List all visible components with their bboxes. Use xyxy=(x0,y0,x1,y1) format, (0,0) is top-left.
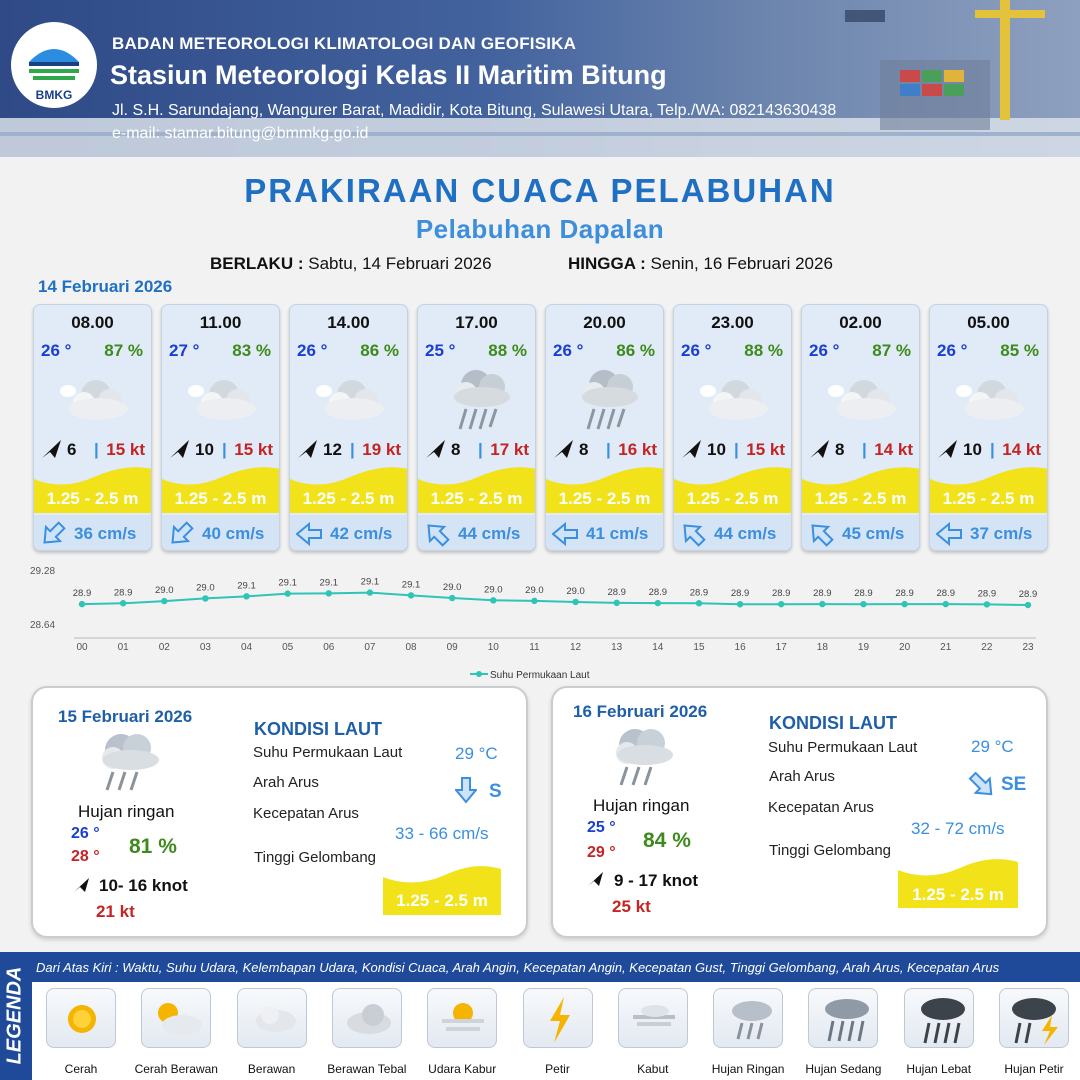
legend-side-label xyxy=(0,952,30,1080)
day3-wave-height: 1.25 - 2.5 m xyxy=(912,885,1004,904)
x-tick-label: 00 xyxy=(76,642,88,653)
wind-arrow-icon xyxy=(73,876,91,894)
hourly-card xyxy=(417,304,536,551)
berawan-tebal-icon xyxy=(822,365,902,435)
wind-arrow-icon xyxy=(169,438,191,460)
x-tick-label: 07 xyxy=(364,642,376,653)
sst-data-label: 28.9 xyxy=(730,588,750,600)
sst-series-line xyxy=(82,593,1028,605)
wind-arrow-icon xyxy=(297,438,319,460)
current-row xyxy=(674,515,792,551)
current-arrow-icon xyxy=(296,521,322,547)
x-tick-label: 22 xyxy=(981,642,993,653)
day2-gust: 21 kt xyxy=(96,902,135,921)
berawan-tebal-icon xyxy=(694,365,774,435)
hour-temperature: 26 ° xyxy=(553,341,584,360)
current-row xyxy=(34,515,152,551)
day3-temp-min: 25 ° xyxy=(587,819,616,836)
hour-current-speed: 37 cm/s xyxy=(970,524,1033,543)
day3-date: 16 Februari 2026 xyxy=(573,702,708,721)
day2-current-dir: S xyxy=(489,781,502,802)
hujan-sedang-icon xyxy=(809,989,879,1049)
valid-to-value: Senin, 16 Februari 2026 xyxy=(650,254,833,273)
hour-time: 05.00 xyxy=(967,313,1010,332)
hour-gust: 14 kt xyxy=(1002,440,1041,459)
hourly-card xyxy=(801,304,920,551)
berawan-tebal-icon xyxy=(182,365,262,435)
sst-data-point xyxy=(901,601,907,607)
legend-item-label: Hujan Petir xyxy=(1004,1062,1064,1076)
hour-time: 02.00 xyxy=(839,313,882,332)
hour-humidity: 87 % xyxy=(104,341,143,360)
current-row xyxy=(290,515,408,551)
day3-sst-label: Suhu Permukaan Laut xyxy=(768,739,918,756)
wind-arrow-icon xyxy=(587,870,605,888)
sst-data-label: 28.9 xyxy=(689,587,709,599)
current-arrow-south-icon xyxy=(455,776,477,804)
current-arrow-icon xyxy=(552,521,578,547)
day3-dir-label: Arah Arus xyxy=(769,768,835,785)
x-tick-label: 18 xyxy=(816,642,828,653)
sst-data-point xyxy=(326,590,332,596)
sst-data-point xyxy=(243,593,249,599)
current-arrow-icon xyxy=(936,521,962,547)
legend-item-label: Hujan Sedang xyxy=(805,1062,882,1076)
sst-data-label: 28.9 xyxy=(648,587,668,599)
hour-current-speed: 42 cm/s xyxy=(330,524,393,543)
berawan-icon xyxy=(238,989,308,1049)
current-row xyxy=(546,515,664,551)
separator: | xyxy=(734,440,739,459)
sst-data-label: 29.0 xyxy=(442,582,462,594)
hour-time: 14.00 xyxy=(327,313,370,332)
sst-data-point xyxy=(984,601,990,607)
hour-humidity: 88 % xyxy=(744,341,783,360)
hour-temperature: 26 ° xyxy=(809,341,840,360)
day3-wind: 9 - 17 knot xyxy=(614,871,699,890)
hourly-card xyxy=(33,304,152,551)
sst-data-label: 28.9 xyxy=(854,588,873,600)
hour-wave-height: 1.25 - 2.5 m xyxy=(686,489,779,508)
valid-to-label: HINGGA : xyxy=(568,254,646,273)
bmkg-logo xyxy=(11,22,97,108)
sst-data-label: 29.0 xyxy=(155,585,174,597)
sst-data-label: 29.1 xyxy=(360,576,380,588)
cerah-berawan-icon xyxy=(142,989,212,1049)
x-tick-label: 23 xyxy=(1022,642,1034,653)
hour-wave-height: 1.25 - 2.5 m xyxy=(302,489,395,508)
legend-item-kabut xyxy=(618,988,688,1048)
hourly-card xyxy=(673,304,792,551)
day2-humidity: 81 % xyxy=(129,835,177,858)
x-tick-label: 17 xyxy=(775,642,787,653)
legend-item-hujan-sedang xyxy=(808,988,878,1048)
port-name: Pelabuhan Dapalan xyxy=(415,214,665,244)
sst-data-point xyxy=(819,601,825,607)
legend-item-hujan-lebat xyxy=(904,988,974,1048)
hour-current-speed: 44 cm/s xyxy=(458,524,521,543)
hour-gust: 15 kt xyxy=(234,440,273,459)
sst-data-label: 28.9 xyxy=(813,588,832,600)
hujan-ringan-icon xyxy=(714,989,784,1049)
legend-item-label: Petir xyxy=(545,1062,570,1076)
legend-item-label: Hujan Lebat xyxy=(906,1062,972,1076)
x-tick-label: 06 xyxy=(323,642,335,653)
hujan-petir-icon xyxy=(1000,989,1070,1049)
sst-data-label: 29.0 xyxy=(196,582,215,594)
day3-wave-label: Tinggi Gelombang xyxy=(769,842,892,859)
hour-time: 08.00 xyxy=(71,313,114,332)
day3-humidity: 84 % xyxy=(643,829,691,852)
hour-gust: 15 kt xyxy=(746,440,785,459)
legend-item-label: Berawan Tebal xyxy=(327,1062,407,1076)
valid-from-value: Sabtu, 14 Februari 2026 xyxy=(308,254,492,273)
station-name: Stasiun Meteorologi Kelas II Maritim Bitung xyxy=(110,60,667,90)
hour-wave-height: 1.25 - 2.5 m xyxy=(942,489,1035,508)
sst-data-point xyxy=(778,601,784,607)
hour-time: 17.00 xyxy=(455,313,498,332)
x-tick-label: 08 xyxy=(405,642,417,653)
wind-arrow-icon xyxy=(553,438,575,460)
legend-label: Suhu Permukaan Laut xyxy=(490,670,590,681)
hour-wind-speed: 10 xyxy=(963,440,982,459)
legend-description: Dari Atas Kiri : Waktu, Suhu Udara, Kelembapan Udara, Kondisi Cuaca, Arah Angin, Kecepatan Angin, Kecepatan Gust, Tinggi Gelombang, Arah Arus, Kecepatan Arus xyxy=(36,960,1000,975)
hour-current-speed: 40 cm/s xyxy=(202,524,265,543)
logo-text: BMKG xyxy=(35,88,73,102)
hour-humidity: 86 % xyxy=(360,341,399,360)
sst-data-point xyxy=(120,600,126,606)
hour-wind-speed: 10 xyxy=(195,440,214,459)
hour-gust: 19 kt xyxy=(362,440,401,459)
berawan-tebal-icon xyxy=(950,365,1030,435)
separator: | xyxy=(350,440,355,459)
hour-temperature: 27 ° xyxy=(169,341,200,360)
day2-kondisi-title: KONDISI LAUT xyxy=(254,719,382,739)
sst-data-label: 29.1 xyxy=(401,579,421,591)
hujan-ringan-icon xyxy=(438,365,518,435)
current-row xyxy=(418,515,536,551)
x-tick-label: 15 xyxy=(693,642,705,653)
separator: | xyxy=(606,440,611,459)
hourly-card xyxy=(289,304,408,551)
legend-item-label: Cerah Berawan xyxy=(134,1062,218,1076)
x-tick-label: 16 xyxy=(734,642,746,653)
legend-item-petir xyxy=(523,988,593,1048)
hour-temperature: 26 ° xyxy=(41,341,72,360)
hour-current-speed: 44 cm/s xyxy=(714,524,777,543)
hour-current-speed: 36 cm/s xyxy=(74,524,137,543)
day3-temp-max: 29 ° xyxy=(587,844,616,861)
hour-gust: 15 kt xyxy=(106,440,145,459)
current-arrow-icon xyxy=(424,521,450,547)
hour-wave-height: 1.25 - 2.5 m xyxy=(814,489,907,508)
current-row xyxy=(930,515,1048,551)
hour-humidity: 86 % xyxy=(616,341,655,360)
legend-item-label: Berawan xyxy=(247,1062,296,1076)
sst-data-label: 28.9 xyxy=(72,588,92,600)
separator: | xyxy=(862,440,867,459)
separator: | xyxy=(990,440,995,459)
petir-icon xyxy=(524,989,594,1049)
current-row xyxy=(802,515,920,551)
sst-data-point xyxy=(572,599,578,605)
legend-title: LEGENDA xyxy=(3,966,26,1065)
hourly-card xyxy=(161,304,280,551)
legend-item-hujan-ringan xyxy=(713,988,783,1048)
sst-data-point xyxy=(79,601,85,607)
hour-wind-speed: 10 xyxy=(707,440,726,459)
x-tick-label: 04 xyxy=(240,642,253,653)
hour-gust: 16 kt xyxy=(618,440,657,459)
valid-from-label: BERLAKU : xyxy=(210,254,304,273)
x-tick-label: 14 xyxy=(652,642,664,653)
separator: | xyxy=(478,440,483,459)
wind-arrow-icon xyxy=(41,438,63,460)
x-tick-label: 09 xyxy=(446,642,458,653)
hour-humidity: 83 % xyxy=(232,341,271,360)
x-tick-label: 02 xyxy=(158,642,170,653)
sst-data-label: 28.9 xyxy=(607,586,626,598)
valid-from xyxy=(210,254,492,274)
sst-data-label: 29.1 xyxy=(278,577,297,589)
x-tick-label: 11 xyxy=(529,642,540,653)
sst-data-label: 28.9 xyxy=(936,588,955,600)
berawan-tebal-icon xyxy=(54,365,134,435)
station-address: Jl. S.H. Sarundajang, Wangurer Barat, Madidir, Kota Bitung, Sulawesi Utara, Telp./WA: 082143630438 xyxy=(112,102,837,119)
valid-to xyxy=(568,254,833,274)
hour-gust: 17 kt xyxy=(490,440,529,459)
day3-gust: 25 kt xyxy=(612,897,651,916)
kabut-icon xyxy=(619,989,689,1049)
day3-current-speed: 32 - 72 cm/s xyxy=(911,819,1005,838)
current-row xyxy=(162,515,280,551)
sst-data-point xyxy=(284,590,290,596)
wind-arrow-icon xyxy=(681,438,703,460)
hujan-ringan-icon xyxy=(91,728,169,796)
legend-item-berawan-tebal xyxy=(332,988,402,1048)
hujan-ringan-icon xyxy=(566,365,646,435)
day2-sst-label: Suhu Permukaan Laut xyxy=(253,744,403,761)
day2-condition: Hujan ringan xyxy=(78,802,175,821)
x-tick-label: 12 xyxy=(570,642,582,653)
x-tick-label: 19 xyxy=(857,642,870,653)
current-arrow-icon xyxy=(168,521,194,547)
sst-data-point xyxy=(531,598,537,604)
day2-wind: 10- 16 knot xyxy=(99,876,188,895)
hour-wave-height: 1.25 - 2.5 m xyxy=(558,489,651,508)
hour-temperature: 25 ° xyxy=(425,341,456,360)
hour-time: 11.00 xyxy=(199,313,242,332)
day3-kondisi-title: KONDISI LAUT xyxy=(769,713,897,733)
hour-current-speed: 45 cm/s xyxy=(842,524,905,543)
current-arrow-icon xyxy=(40,521,66,547)
sst-data-point xyxy=(367,589,373,595)
legend-item-label: Hujan Ringan xyxy=(711,1062,785,1076)
hour-wind-speed: 8 xyxy=(451,440,461,459)
hujan-ringan-icon xyxy=(605,723,683,791)
wind-arrow-icon xyxy=(425,438,447,460)
x-tick-label: 01 xyxy=(117,642,129,653)
day3-sst: 29 °C xyxy=(971,737,1014,756)
current-arrow-southeast-icon xyxy=(967,770,997,800)
legend-item-label: Udara Kabur xyxy=(428,1062,497,1076)
hour-wave-height: 1.25 - 2.5 m xyxy=(46,489,139,508)
hour-wave-height: 1.25 - 2.5 m xyxy=(174,489,267,508)
x-tick-label: 13 xyxy=(611,642,623,653)
hour-time: 20.00 xyxy=(583,313,626,332)
legend-item-cerah xyxy=(46,988,116,1048)
wind-arrow-icon xyxy=(937,438,959,460)
berawan-tebal-icon xyxy=(310,365,390,435)
y-tick-label: 28.64 xyxy=(30,620,56,631)
header-banner xyxy=(0,0,1080,157)
day2-current-speed: 33 - 66 cm/s xyxy=(395,824,489,843)
sst-data-point xyxy=(737,601,743,607)
sst-data-point xyxy=(202,595,208,601)
sst-data-label: 28.9 xyxy=(771,588,791,600)
udara-kabur-icon xyxy=(428,989,498,1049)
sst-data-label: 29.1 xyxy=(319,577,339,589)
sst-data-point xyxy=(655,600,661,606)
station-email: e-mail: stamar.bitung@bmmkg.go.id xyxy=(112,125,369,142)
day3-panel xyxy=(551,686,1048,938)
berawan-tebal-icon xyxy=(333,989,403,1049)
hourly-card xyxy=(545,304,664,551)
legend-item-cerah-berawan xyxy=(141,988,211,1048)
current-arrow-icon xyxy=(808,521,834,547)
day2-speed-label: Kecepatan Arus xyxy=(253,805,359,822)
x-tick-label: 21 xyxy=(940,642,952,653)
page-title: PRAKIRAAN CUACA PELABUHAN xyxy=(244,172,836,209)
day2-dir-label: Arah Arus xyxy=(253,774,319,791)
sst-line-chart xyxy=(30,560,1060,690)
sst-data-point xyxy=(860,601,866,607)
hour-temperature: 26 ° xyxy=(937,341,968,360)
agency-name: BADAN METEOROLOGI KLIMATOLOGI DAN GEOFISIKA xyxy=(112,34,577,53)
day1-date: 14 Februari 2026 xyxy=(38,277,173,296)
hour-gust: 14 kt xyxy=(874,440,913,459)
hour-time: 23.00 xyxy=(711,313,754,332)
day3-speed-label: Kecepatan Arus xyxy=(768,799,874,816)
separator: | xyxy=(94,440,99,459)
day3-current-dir: SE xyxy=(1001,774,1027,795)
day2-temp-min: 26 ° xyxy=(71,825,100,842)
hour-current-speed: 41 cm/s xyxy=(586,524,649,543)
sst-data-label: 29.1 xyxy=(237,580,256,592)
sst-data-label: 28.9 xyxy=(977,588,997,600)
day2-temp-max: 28 ° xyxy=(71,848,100,865)
sst-data-label: 29.0 xyxy=(566,585,585,597)
legend-item-udara-kabur xyxy=(427,988,497,1048)
wind-arrow-icon xyxy=(809,438,831,460)
hour-humidity: 85 % xyxy=(1000,341,1039,360)
hour-temperature: 26 ° xyxy=(297,341,328,360)
hour-temperature: 26 ° xyxy=(681,341,712,360)
legend-item-label: Cerah xyxy=(64,1062,98,1076)
sst-data-point xyxy=(161,598,167,604)
day2-sst: 29 °C xyxy=(455,744,498,763)
x-tick-label: 10 xyxy=(487,642,499,653)
x-tick-label: 20 xyxy=(899,642,911,653)
legend-item-label: Kabut xyxy=(637,1062,669,1076)
y-tick-label: 29.28 xyxy=(30,566,56,577)
day2-date: 15 Februari 2026 xyxy=(58,707,193,726)
x-tick-label: 05 xyxy=(282,642,294,653)
legend-item-berawan xyxy=(237,988,307,1048)
day2-panel xyxy=(31,686,528,938)
sst-data-label: 28.9 xyxy=(113,587,133,599)
hour-humidity: 88 % xyxy=(488,341,527,360)
legend-item-hujan-petir xyxy=(999,988,1069,1048)
separator: | xyxy=(222,440,227,459)
hour-wind-speed: 8 xyxy=(835,440,845,459)
day2-wave-label: Tinggi Gelombang xyxy=(254,849,377,866)
sst-data-point xyxy=(943,601,949,607)
hour-wave-height: 1.25 - 2.5 m xyxy=(430,489,523,508)
sst-data-point xyxy=(1025,602,1031,608)
sst-data-label: 29.0 xyxy=(484,584,503,596)
sst-data-point xyxy=(408,592,414,598)
hourly-card xyxy=(929,304,1048,551)
day3-condition: Hujan ringan xyxy=(593,796,690,815)
sst-data-point xyxy=(490,597,496,603)
cerah-icon xyxy=(47,989,117,1049)
sst-data-point xyxy=(613,600,619,606)
sst-data-label: 28.9 xyxy=(895,588,914,600)
hour-wind-speed: 8 xyxy=(579,440,589,459)
day2-wave-height: 1.25 - 2.5 m xyxy=(396,891,488,910)
hour-wind-speed: 6 xyxy=(67,440,77,459)
legend-marker xyxy=(476,671,482,677)
sst-data-point xyxy=(449,595,455,601)
x-tick-label: 03 xyxy=(199,642,211,653)
sst-data-point xyxy=(696,600,702,606)
sst-data-label: 29.0 xyxy=(525,584,544,596)
current-arrow-icon xyxy=(680,521,706,547)
hour-wind-speed: 12 xyxy=(323,440,342,459)
hujan-lebat-icon xyxy=(905,989,975,1049)
sst-data-label: 28.9 xyxy=(1018,589,1038,601)
hour-humidity: 87 % xyxy=(872,341,911,360)
